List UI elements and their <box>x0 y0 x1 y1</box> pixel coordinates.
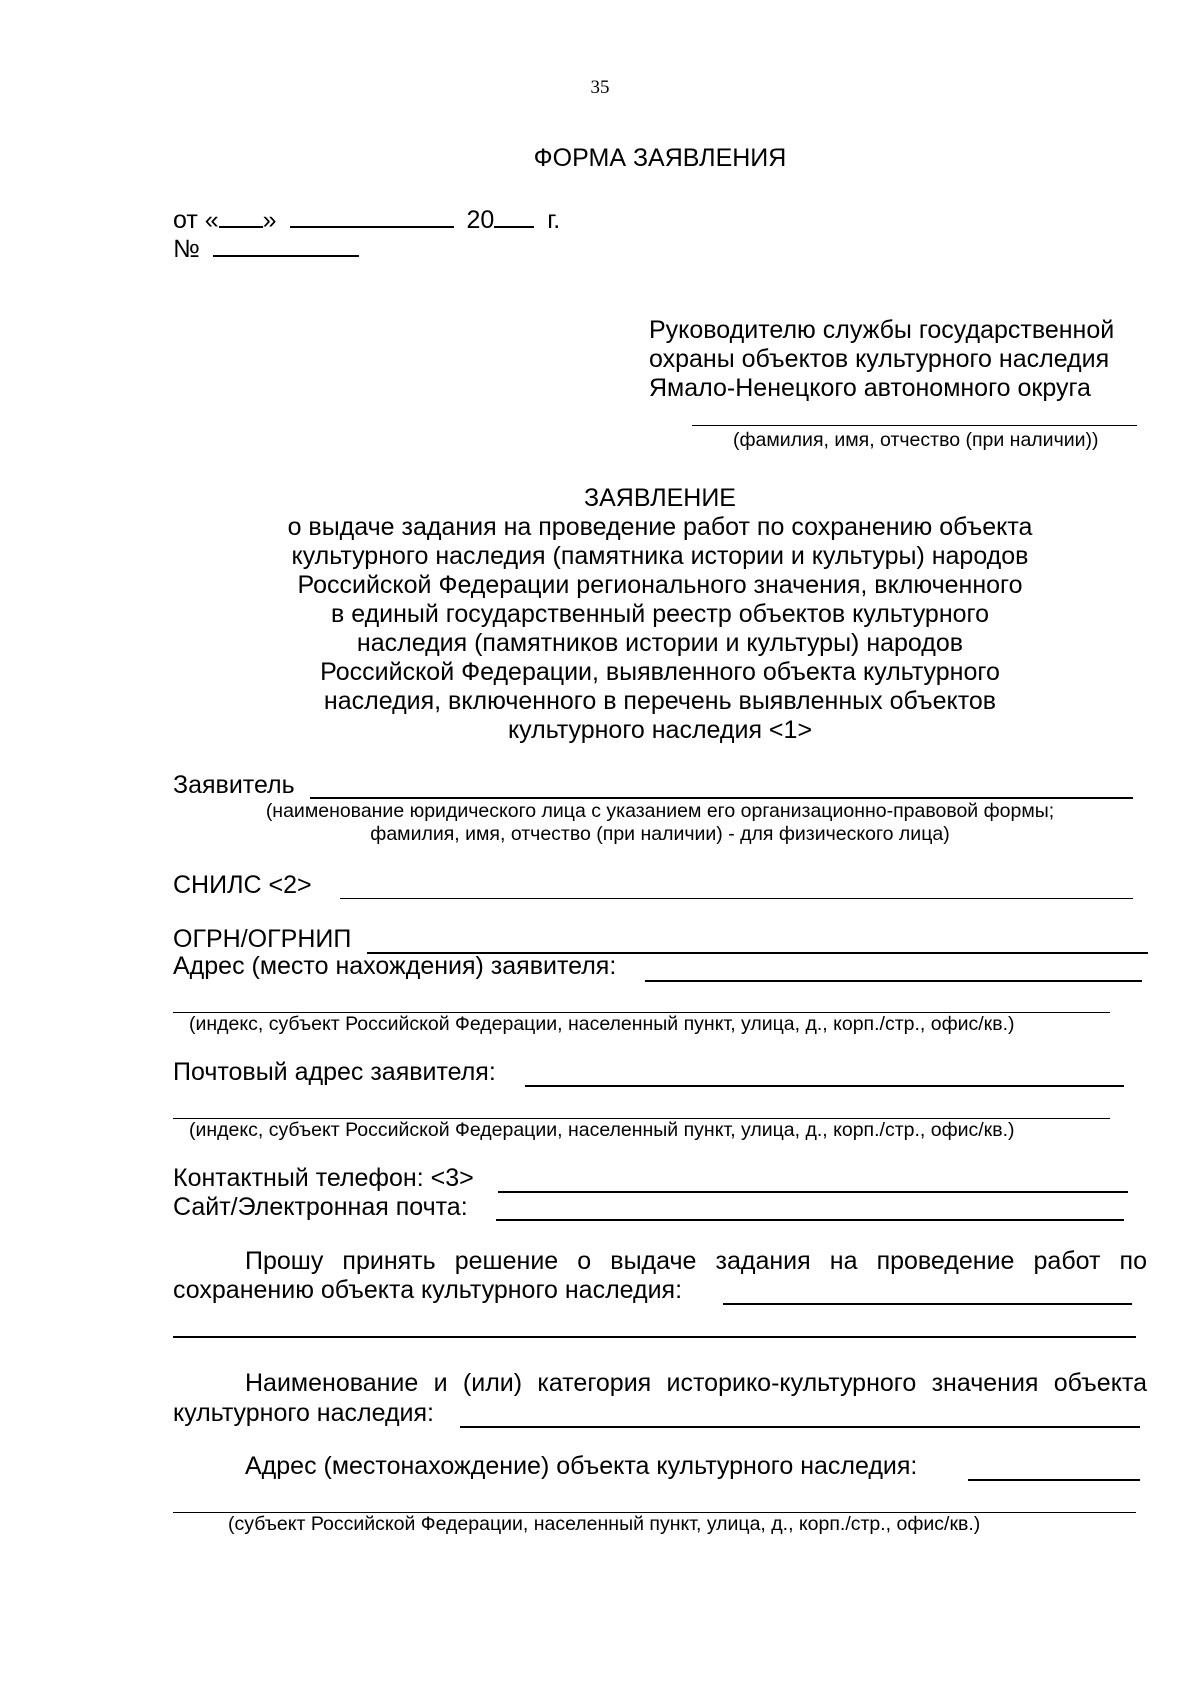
address-label-text: Адрес (место нахождения) заявителя: <box>173 952 617 980</box>
address-caption <box>189 1013 1014 1036</box>
statement-title: ЗАЯВЛЕНИЕ <box>583 484 736 512</box>
applicant-label-text: Заявитель <box>173 771 295 799</box>
name-category-line-2-text: культурного наследия: <box>173 1399 434 1427</box>
number-blank[interactable] <box>213 233 359 257</box>
year-suffix: г. <box>547 206 561 234</box>
phone-blank[interactable] <box>498 1191 1128 1193</box>
applicant-blank[interactable] <box>310 797 1133 799</box>
site-blank[interactable] <box>496 1219 1124 1221</box>
date-quote-close: » <box>262 206 277 234</box>
address-blank-1[interactable] <box>645 980 1142 982</box>
snils-label-text: СНИЛС <2> <box>173 871 312 899</box>
name-category-line-1-text: Наименование и (или) категория историко-культурного значения объекта <box>245 1369 1147 1397</box>
statement-line: культурного наследия (памятника истории и культуры) народов <box>291 542 1029 570</box>
statement-block <box>0 484 1200 745</box>
date-line <box>173 204 560 235</box>
page-number <box>0 77 1200 99</box>
object-address-label <box>245 1452 917 1481</box>
applicant-caption <box>0 800 1200 846</box>
statement-line: Российской Федерации, выявленного объекта культурного <box>320 658 1000 686</box>
object-address-caption <box>228 1513 980 1536</box>
request-line-1 <box>245 1247 1147 1276</box>
date-from-label: от « <box>173 206 219 234</box>
ogrn-label <box>173 925 351 954</box>
request-line-2 <box>173 1276 682 1305</box>
month-blank[interactable] <box>290 204 454 228</box>
addressee-line-1: Руководителю службы государственной <box>649 316 1115 344</box>
postal-label-text: Почтовый адрес заявителя: <box>173 1058 496 1086</box>
applicant-caption-line-1: (наименование юридического лица с указанием его организационно-правовой формы; <box>265 800 1055 822</box>
statement-line: наследия, включенного в перечень выявленных объектов <box>323 687 997 715</box>
year-prefix: 20 <box>466 206 495 234</box>
request-line-1-text: Прошу принять решение о выдаче задания на проведение работ по <box>245 1247 1147 1275</box>
snils-label <box>173 871 312 900</box>
statement-line: Российской Федерации регионального значения, включенного <box>297 571 1023 599</box>
site-label <box>173 1193 468 1222</box>
phone-label <box>173 1164 474 1193</box>
number-label: № <box>173 235 200 263</box>
day-blank[interactable] <box>219 204 263 228</box>
statement-line: о выдаче задания на проведение работ по сохранению объекта <box>287 513 1033 541</box>
applicant-label <box>173 771 295 800</box>
name-category-line-1 <box>245 1369 1147 1398</box>
postal-caption <box>189 1119 1014 1142</box>
ogrn-label-text: ОГРН/ОГРНИП <box>173 925 352 953</box>
statement-line: культурного наследия <1> <box>507 716 813 744</box>
request-blank-1[interactable] <box>723 1303 1132 1305</box>
site-label-text: Сайт/Электронная почта: <box>173 1193 468 1221</box>
statement-line: в единый государственный реестр объектов культурного <box>330 600 990 628</box>
name-category-blank[interactable] <box>460 1426 1140 1428</box>
request-blank-2[interactable] <box>173 1336 1136 1338</box>
addressee-caption <box>733 429 1099 452</box>
addressee-name-blank[interactable] <box>692 425 1137 426</box>
object-address-caption-text: (субъект Российской Федерации, населенный пункт, улица, д., корп./стр., офис/кв.) <box>228 1513 981 1535</box>
request-line-2-text: сохранению объекта культурного наследия: <box>173 1276 683 1304</box>
applicant-caption-line-2: фамилия, имя, отчество (при наличии) - для физического лица) <box>370 823 950 845</box>
phone-label-text: Контактный телефон: <3> <box>173 1164 474 1192</box>
page-number-text: 35 <box>590 77 610 98</box>
postal-blank-1[interactable] <box>525 1085 1124 1087</box>
addressee-line-3: Ямало-Ненецкого автономного округа <box>649 374 1091 402</box>
year-blank[interactable] <box>494 204 534 228</box>
postal-caption-text: (индекс, субъект Российской Федерации, населенный пункт, улица, д., корп./стр., офис/кв.) <box>189 1119 1015 1141</box>
number-line <box>173 233 359 264</box>
addressee-line-2: охраны объектов культурного наследия <box>649 345 1110 373</box>
object-address-label-text: Адрес (местонахождение) объекта культурного наследия: <box>245 1452 918 1480</box>
statement-line: наследия (памятников истории и культуры) народов <box>356 629 964 657</box>
form-title-text: ФОРМА ЗАЯВЛЕНИЯ <box>533 144 787 172</box>
name-category-line-2 <box>173 1399 434 1428</box>
snils-blank[interactable] <box>340 898 1133 899</box>
postal-label <box>173 1058 496 1087</box>
object-address-blank-1[interactable] <box>968 1479 1140 1481</box>
addressee-block <box>649 316 1114 403</box>
address-caption-text: (индекс, субъект Российской Федерации, населенный пункт, улица, д., корп./стр., офис/кв.) <box>189 1013 1015 1035</box>
addressee-caption-text: (фамилия, имя, отчество (при наличии)) <box>733 429 1099 451</box>
form-title <box>0 144 1200 173</box>
address-label <box>173 952 616 981</box>
